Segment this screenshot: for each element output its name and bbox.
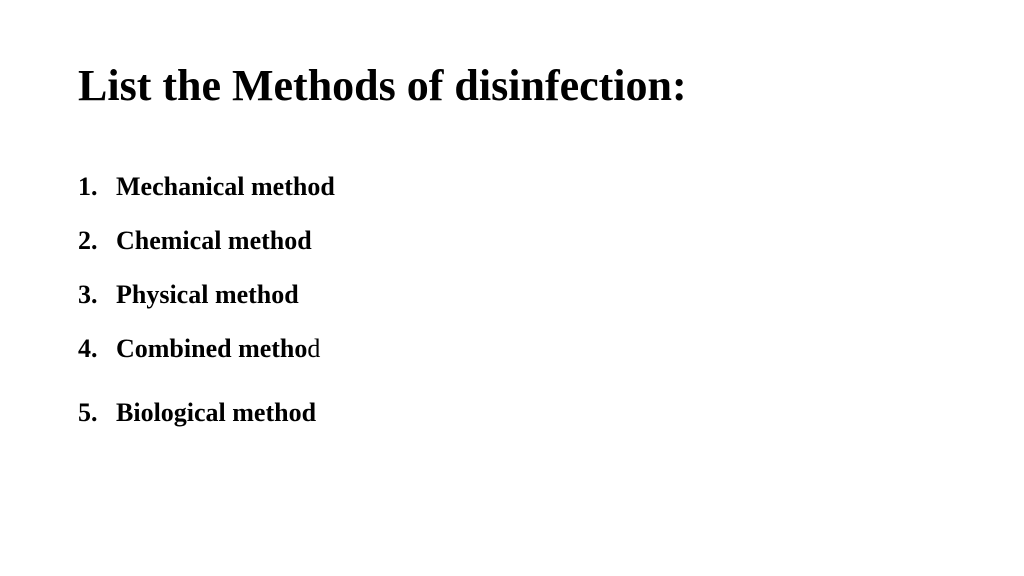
slide-title: List the Methods of disinfection: bbox=[78, 61, 687, 110]
list-item-number: 5. bbox=[78, 398, 98, 427]
list-item-combined bbox=[78, 333, 320, 365]
list-item-label: Mechanical method bbox=[116, 172, 335, 201]
list-item-chemical bbox=[78, 225, 312, 257]
list-item-label: Combined metho bbox=[116, 334, 308, 363]
list-item-biological bbox=[78, 397, 316, 429]
list-item-number: 4. bbox=[78, 334, 98, 363]
list-item-number: 1. bbox=[78, 172, 98, 201]
list-item-label-tail: d bbox=[307, 334, 321, 363]
list-item-label: Biological method bbox=[116, 398, 317, 427]
list-item-physical bbox=[78, 279, 299, 311]
list-item-number: 2. bbox=[78, 226, 98, 255]
list-item-mechanical bbox=[78, 171, 335, 203]
list-item-number: 3. bbox=[78, 280, 98, 309]
list-item-label: Physical method bbox=[116, 280, 299, 309]
list-item-label: Chemical method bbox=[116, 226, 312, 255]
